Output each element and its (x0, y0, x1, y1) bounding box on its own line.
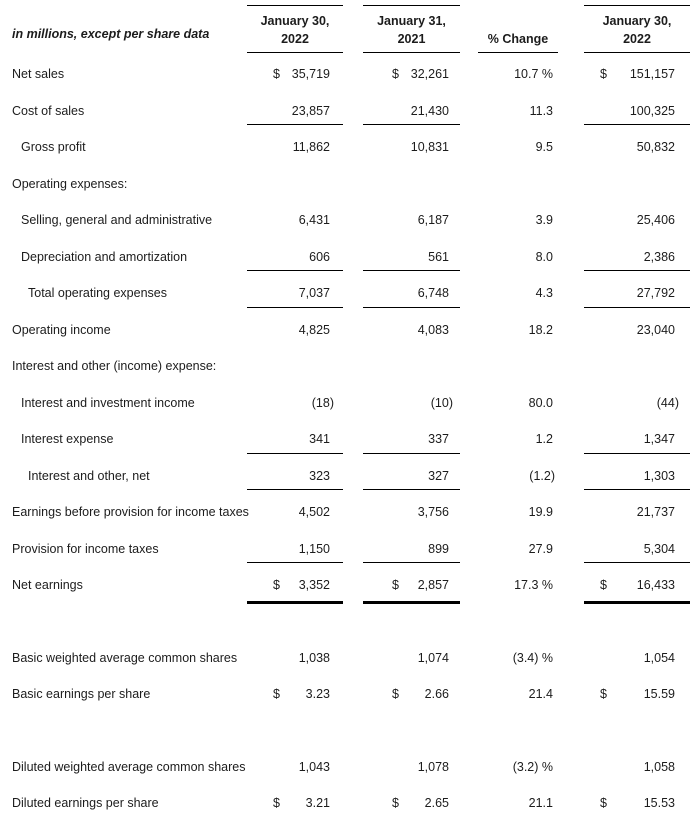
cell-value: 151,157 (629, 67, 675, 82)
cell-quarter-prior (363, 421, 460, 458)
table-row (0, 749, 698, 786)
cell-value: 323 (309, 468, 330, 483)
column-header-label: % Change (487, 32, 549, 46)
cell-fiscal-year (584, 494, 690, 531)
cell-value: 100,325 (629, 103, 675, 118)
row-label: Earnings before provision for income taxes (12, 505, 249, 520)
cell-pct-change (478, 640, 558, 677)
currency-symbol: $ (600, 578, 607, 593)
cell-pct-change (478, 348, 558, 385)
cell-quarter-current (247, 531, 343, 568)
currency-symbol: $ (392, 67, 399, 82)
cell-value: 35,719 (291, 67, 330, 82)
cell-quarter-prior (363, 166, 460, 203)
cell-value: 25,406 (636, 213, 675, 228)
cell-value: 899 (428, 541, 449, 556)
cell-value: 8.0 (535, 249, 553, 264)
spacer-row (0, 604, 698, 640)
table-row (0, 531, 698, 568)
cell-value: 11.3 (529, 103, 553, 118)
cell-value: 1,347 (643, 432, 675, 447)
table-row (0, 93, 698, 130)
row-label: Interest and other, net (28, 468, 150, 483)
table-row (0, 421, 698, 458)
column-header-pct-change (478, 0, 558, 56)
cell-pct-change (478, 239, 558, 276)
header-bottom-rule (584, 52, 690, 53)
currency-symbol: $ (392, 687, 399, 702)
cell-value: 27.9 (528, 541, 553, 556)
cell-value: 6,431 (298, 213, 330, 228)
cell-value: 5,304 (643, 541, 675, 556)
row-label: Basic weighted average common shares (12, 650, 238, 665)
cell-value: (44) (656, 395, 679, 410)
cell-pct-change (478, 166, 558, 203)
cell-value: 3.9 (535, 213, 553, 228)
cell-quarter-current (247, 785, 343, 822)
cell-quarter-prior (363, 239, 460, 276)
cell-quarter-prior (363, 385, 460, 422)
cell-quarter-prior (363, 202, 460, 239)
cell-fiscal-year (584, 166, 690, 203)
cell-value: 11,862 (292, 140, 330, 155)
row-label: Provision for income taxes (12, 541, 159, 556)
row-label: Diluted weighted average common shares (12, 759, 246, 774)
cell-pct-change (478, 202, 558, 239)
cell-value: 3.23 (305, 687, 330, 702)
row-label: Operating income (12, 322, 111, 337)
cell-value: 7,037 (298, 286, 330, 301)
cell-value: 1,058 (643, 759, 675, 774)
cell-quarter-current (247, 166, 343, 203)
cell-pct-change (478, 785, 558, 822)
currency-symbol: $ (392, 796, 399, 811)
cell-quarter-prior (363, 93, 460, 130)
cell-value: (3.2) % (512, 759, 553, 774)
row-label: Interest expense (21, 432, 114, 447)
cell-fiscal-year (584, 93, 690, 130)
cell-value: 2,386 (643, 249, 675, 264)
cell-value: 19.9 (528, 505, 553, 520)
cell-quarter-current (247, 749, 343, 786)
cell-value: 1,078 (417, 759, 449, 774)
cell-pct-change (478, 531, 558, 568)
row-label: Cost of sales (12, 103, 85, 118)
cell-value: 1.2 (535, 432, 553, 447)
cell-quarter-current (247, 385, 343, 422)
cell-pct-change (478, 676, 558, 713)
cell-pct-change (478, 93, 558, 130)
cell-quarter-current (247, 567, 343, 604)
row-label: Diluted earnings per share (12, 796, 159, 811)
cell-value: 23,040 (636, 322, 675, 337)
cell-quarter-current (247, 275, 343, 312)
header-caption-cell (0, 0, 247, 56)
currency-symbol: $ (600, 67, 607, 82)
cell-pct-change (478, 385, 558, 422)
header-top-rule (247, 5, 343, 6)
cell-value: 1,038 (298, 650, 330, 665)
row-label: Total operating expenses (28, 286, 167, 301)
currency-symbol: $ (392, 578, 399, 593)
cell-value: (18) (311, 395, 334, 410)
row-label: Net sales (12, 67, 65, 82)
header-bottom-rule (363, 52, 460, 53)
cell-value: (3.4) % (512, 650, 553, 665)
cell-fiscal-year (584, 749, 690, 786)
cell-value: 341 (309, 432, 330, 447)
cell-value: 21.4 (528, 687, 553, 702)
table-row (0, 567, 698, 604)
section-row (0, 166, 698, 203)
table-body (0, 56, 698, 822)
cell-quarter-current (247, 458, 343, 495)
spacer-row (0, 713, 698, 749)
cell-quarter-current (247, 676, 343, 713)
row-label: Basic earnings per share (12, 687, 151, 702)
currency-symbol: $ (273, 578, 280, 593)
cell-quarter-current (247, 93, 343, 130)
cell-value: 337 (428, 432, 449, 447)
cell-pct-change (478, 567, 558, 604)
table-row (0, 275, 698, 312)
cell-value: (1.2) (529, 468, 555, 483)
cell-quarter-prior (363, 275, 460, 312)
cell-fiscal-year (584, 640, 690, 677)
cell-fiscal-year (584, 785, 690, 822)
cell-quarter-prior (363, 458, 460, 495)
cell-quarter-prior (363, 567, 460, 604)
cell-value: 10.7 % (514, 67, 553, 82)
cell-quarter-prior (363, 348, 460, 385)
cell-quarter-current (247, 202, 343, 239)
cell-pct-change (478, 312, 558, 349)
row-label: Interest and investment income (21, 395, 195, 410)
header-bottom-rule (478, 52, 558, 53)
header-top-rule (363, 5, 460, 6)
cell-quarter-prior (363, 640, 460, 677)
cell-fiscal-year (584, 531, 690, 568)
cell-value: 561 (428, 249, 449, 264)
cell-quarter-current (247, 56, 343, 93)
cell-pct-change (478, 458, 558, 495)
cell-value: 16,433 (636, 578, 675, 593)
cell-value: 2.65 (424, 796, 449, 811)
cell-value: 2.66 (424, 687, 449, 702)
cell-quarter-current (247, 640, 343, 677)
cell-fiscal-year (584, 56, 690, 93)
cell-quarter-current (247, 348, 343, 385)
currency-symbol: $ (600, 687, 607, 702)
cell-value: 4.3 (535, 286, 553, 301)
table-header-row (0, 0, 698, 56)
cell-value: 21.1 (528, 796, 553, 811)
table-row (0, 312, 698, 349)
column-header-label: January 31, 2021 (377, 14, 446, 46)
table-row (0, 385, 698, 422)
row-label: Interest and other (income) expense: (12, 359, 217, 374)
table-row (0, 640, 698, 677)
cell-value: 3,756 (417, 505, 449, 520)
cell-pct-change (478, 275, 558, 312)
cell-pct-change (478, 56, 558, 93)
cell-quarter-prior (363, 494, 460, 531)
cell-value: 1,074 (417, 650, 449, 665)
currency-symbol: $ (600, 796, 607, 811)
cell-value: 32,261 (410, 67, 449, 82)
cell-value: 18.2 (528, 322, 553, 337)
cell-value: 3,352 (298, 578, 330, 593)
table-row (0, 785, 698, 822)
table-row (0, 239, 698, 276)
cell-fiscal-year (584, 129, 690, 166)
table-row (0, 458, 698, 495)
cell-fiscal-year (584, 385, 690, 422)
cell-value: 80.0 (528, 395, 553, 410)
cell-pct-change (478, 494, 558, 531)
cell-value: 9.5 (535, 140, 553, 155)
row-label: Net earnings (12, 578, 83, 593)
cell-fiscal-year (584, 239, 690, 276)
cell-value: 1,303 (643, 468, 675, 483)
cell-quarter-current (247, 421, 343, 458)
table-row (0, 56, 698, 93)
cell-value: 27,792 (636, 286, 675, 301)
cell-quarter-prior (363, 129, 460, 166)
cell-fiscal-year (584, 458, 690, 495)
cell-quarter-current (247, 494, 343, 531)
cell-value: 2,857 (417, 578, 449, 593)
cell-fiscal-year (584, 567, 690, 604)
table-row (0, 494, 698, 531)
table-row (0, 676, 698, 713)
column-header-quarter-current (247, 0, 343, 56)
cell-value: 1,150 (298, 541, 330, 556)
cell-quarter-current (247, 312, 343, 349)
column-header-label: January 30, 2022 (602, 14, 672, 46)
cell-value: 606 (309, 249, 330, 264)
cell-quarter-prior (363, 56, 460, 93)
cell-value: 10,831 (410, 140, 449, 155)
row-label: Depreciation and amortization (21, 249, 188, 264)
cell-quarter-prior (363, 749, 460, 786)
row-label: Gross profit (21, 140, 86, 155)
cell-fiscal-year (584, 275, 690, 312)
cell-value: 4,502 (298, 505, 330, 520)
cell-value: 15.59 (643, 687, 675, 702)
cell-quarter-prior (363, 312, 460, 349)
cell-value: 1,043 (298, 759, 330, 774)
cell-value: 15.53 (643, 796, 675, 811)
cell-fiscal-year (584, 421, 690, 458)
cell-value: 21,430 (410, 103, 449, 118)
cell-value: 6,748 (417, 286, 449, 301)
column-header-quarter-prior (363, 0, 460, 56)
cell-pct-change (478, 129, 558, 166)
cell-pct-change (478, 421, 558, 458)
column-header-fiscal-year (584, 0, 690, 56)
cell-quarter-prior (363, 676, 460, 713)
cell-quarter-current (247, 129, 343, 166)
table-caption: in millions, except per share data (12, 27, 210, 41)
currency-symbol: $ (273, 67, 280, 82)
currency-symbol: $ (273, 687, 280, 702)
cell-value: 1,054 (643, 650, 675, 665)
section-row (0, 348, 698, 385)
currency-symbol: $ (273, 796, 280, 811)
cell-fiscal-year (584, 312, 690, 349)
cell-value: 23,857 (291, 103, 330, 118)
cell-value: 4,083 (417, 322, 449, 337)
cell-value: 17.3 % (514, 578, 553, 593)
cell-quarter-prior (363, 785, 460, 822)
cell-fiscal-year (584, 676, 690, 713)
cell-value: 21,737 (636, 505, 675, 520)
header-bottom-rule (247, 52, 343, 53)
column-header-label: January 30, 2022 (260, 14, 330, 46)
table-row (0, 202, 698, 239)
cell-fiscal-year (584, 348, 690, 385)
cell-pct-change (478, 749, 558, 786)
cell-fiscal-year (584, 202, 690, 239)
cell-value: 327 (428, 468, 449, 483)
cell-value: 6,187 (417, 213, 449, 228)
cell-quarter-current (247, 239, 343, 276)
table-row (0, 129, 698, 166)
cell-value: 4,825 (298, 322, 330, 337)
cell-value: 50,832 (636, 140, 675, 155)
cell-value: (10) (430, 395, 453, 410)
cell-value: 3.21 (305, 796, 330, 811)
row-label: Selling, general and administrative (21, 213, 213, 228)
cell-quarter-prior (363, 531, 460, 568)
row-label: Operating expenses: (12, 176, 128, 191)
header-top-rule (584, 5, 690, 6)
